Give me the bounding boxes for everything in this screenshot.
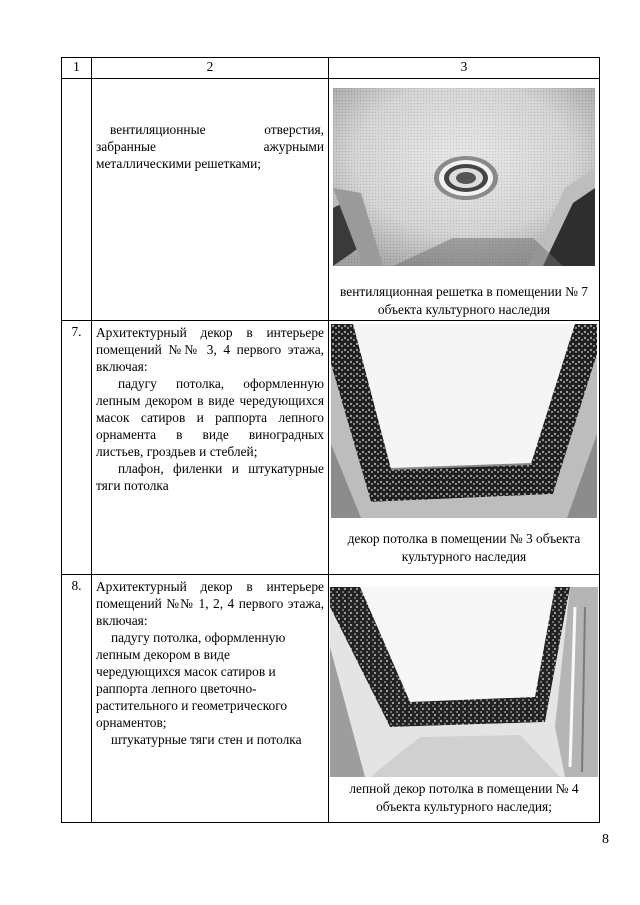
table-row	[62, 575, 600, 823]
photo-caption: лепной декор потолка в помещении № 4 объекта культурного наследия;	[349, 781, 579, 814]
row-description	[92, 79, 329, 321]
desc-item-line: растительного и геометрического	[96, 698, 288, 713]
header-col-3: 3	[329, 58, 600, 79]
desc-intro: Архитектурный декор в интерьере помещений №№ 3, 4 первого этажа, включая:	[96, 325, 324, 374]
row-description	[92, 321, 329, 575]
heritage-table	[61, 57, 600, 823]
table-row	[62, 321, 600, 575]
row-number: 7.	[62, 321, 92, 575]
desc-item-line: падугу потолка, оформленную	[111, 630, 286, 645]
photo-caption: декор потолка в помещении № 3 объекта культурного наследия	[347, 531, 581, 564]
desc-item: падугу потолка, оформленную лепным декором в виде чередующихся масок сатиров и раппорта лепного орнамента в виде виноградных листьев, гроздьев и стеблей;	[96, 376, 324, 459]
desc-word: вентиляционные отверстия,	[110, 122, 324, 137]
row-number	[62, 79, 92, 321]
desc-item-line: лепным декором в виде	[96, 647, 230, 662]
desc-line: забранные ажурными	[96, 139, 324, 154]
image-cell	[329, 79, 600, 321]
row-number: 8.	[62, 575, 92, 823]
table-header-row	[62, 58, 600, 79]
ventilation-grille-photo	[333, 88, 595, 266]
desc-item: плафон, филенки и штукатурные тяги потолка	[96, 461, 324, 493]
image-cell	[329, 575, 600, 823]
ceiling-moulding-photo	[330, 587, 598, 777]
header-col-1: 1	[62, 58, 92, 79]
desc-item-line: раппорта лепного цветочно-	[96, 681, 257, 696]
desc-item-line: орнаментов;	[96, 715, 167, 730]
photo-caption: вентиляционная решетка в помещении № 7 объекта культурного наследия	[340, 284, 588, 317]
desc-line: металлическими решетками;	[96, 156, 261, 171]
row-description	[92, 575, 329, 823]
desc-item: штукатурные тяги стен и потолка	[111, 732, 302, 747]
table-row	[62, 79, 600, 321]
desc-item-line: чередующихся масок сатиров и	[96, 664, 276, 679]
image-cell	[329, 321, 600, 575]
header-col-2: 2	[92, 58, 329, 79]
page-number: 8	[602, 832, 609, 847]
desc-intro: Архитектурный декор в интерьере помещений №№ 1, 2, 4 первого этажа, включая:	[96, 579, 324, 628]
ceiling-decor-photo	[331, 324, 597, 518]
